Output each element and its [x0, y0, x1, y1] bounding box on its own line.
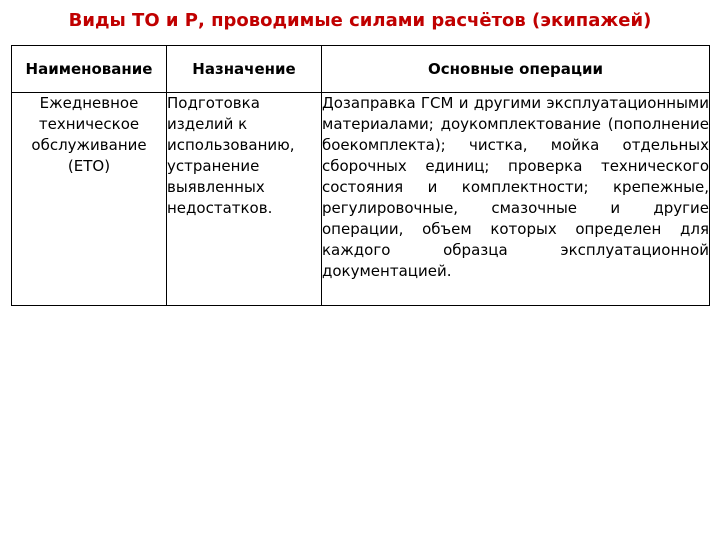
- table-header-row: [12, 46, 710, 93]
- cell-purpose: Подготовка изделий к использованию, устранение выявленных недостатков.: [167, 93, 322, 306]
- maintenance-types-table: [11, 45, 710, 306]
- cell-operations: Дозаправка ГСМ и другими эксплуатационными материалами; доукомплектование (пополнение боекомплекта); чистка, мойка отдельных сборочных единиц; проверка технического состояния и комплектности; крепежные, регулировочные, смазочные и другие операции, объем которых определен для каждого образца эксплуатационной документацией.: [322, 93, 710, 306]
- header-purpose: Назначение: [167, 46, 322, 93]
- header-operations: Основные операции: [322, 46, 710, 93]
- cell-name: Ежедневное техническое обслуживание (ЕТО): [12, 93, 167, 306]
- header-name: Наименование: [12, 46, 167, 93]
- table-row: [12, 93, 710, 306]
- slide-title: Виды ТО и Р, проводимые силами расчётов (экипажей): [68, 10, 652, 31]
